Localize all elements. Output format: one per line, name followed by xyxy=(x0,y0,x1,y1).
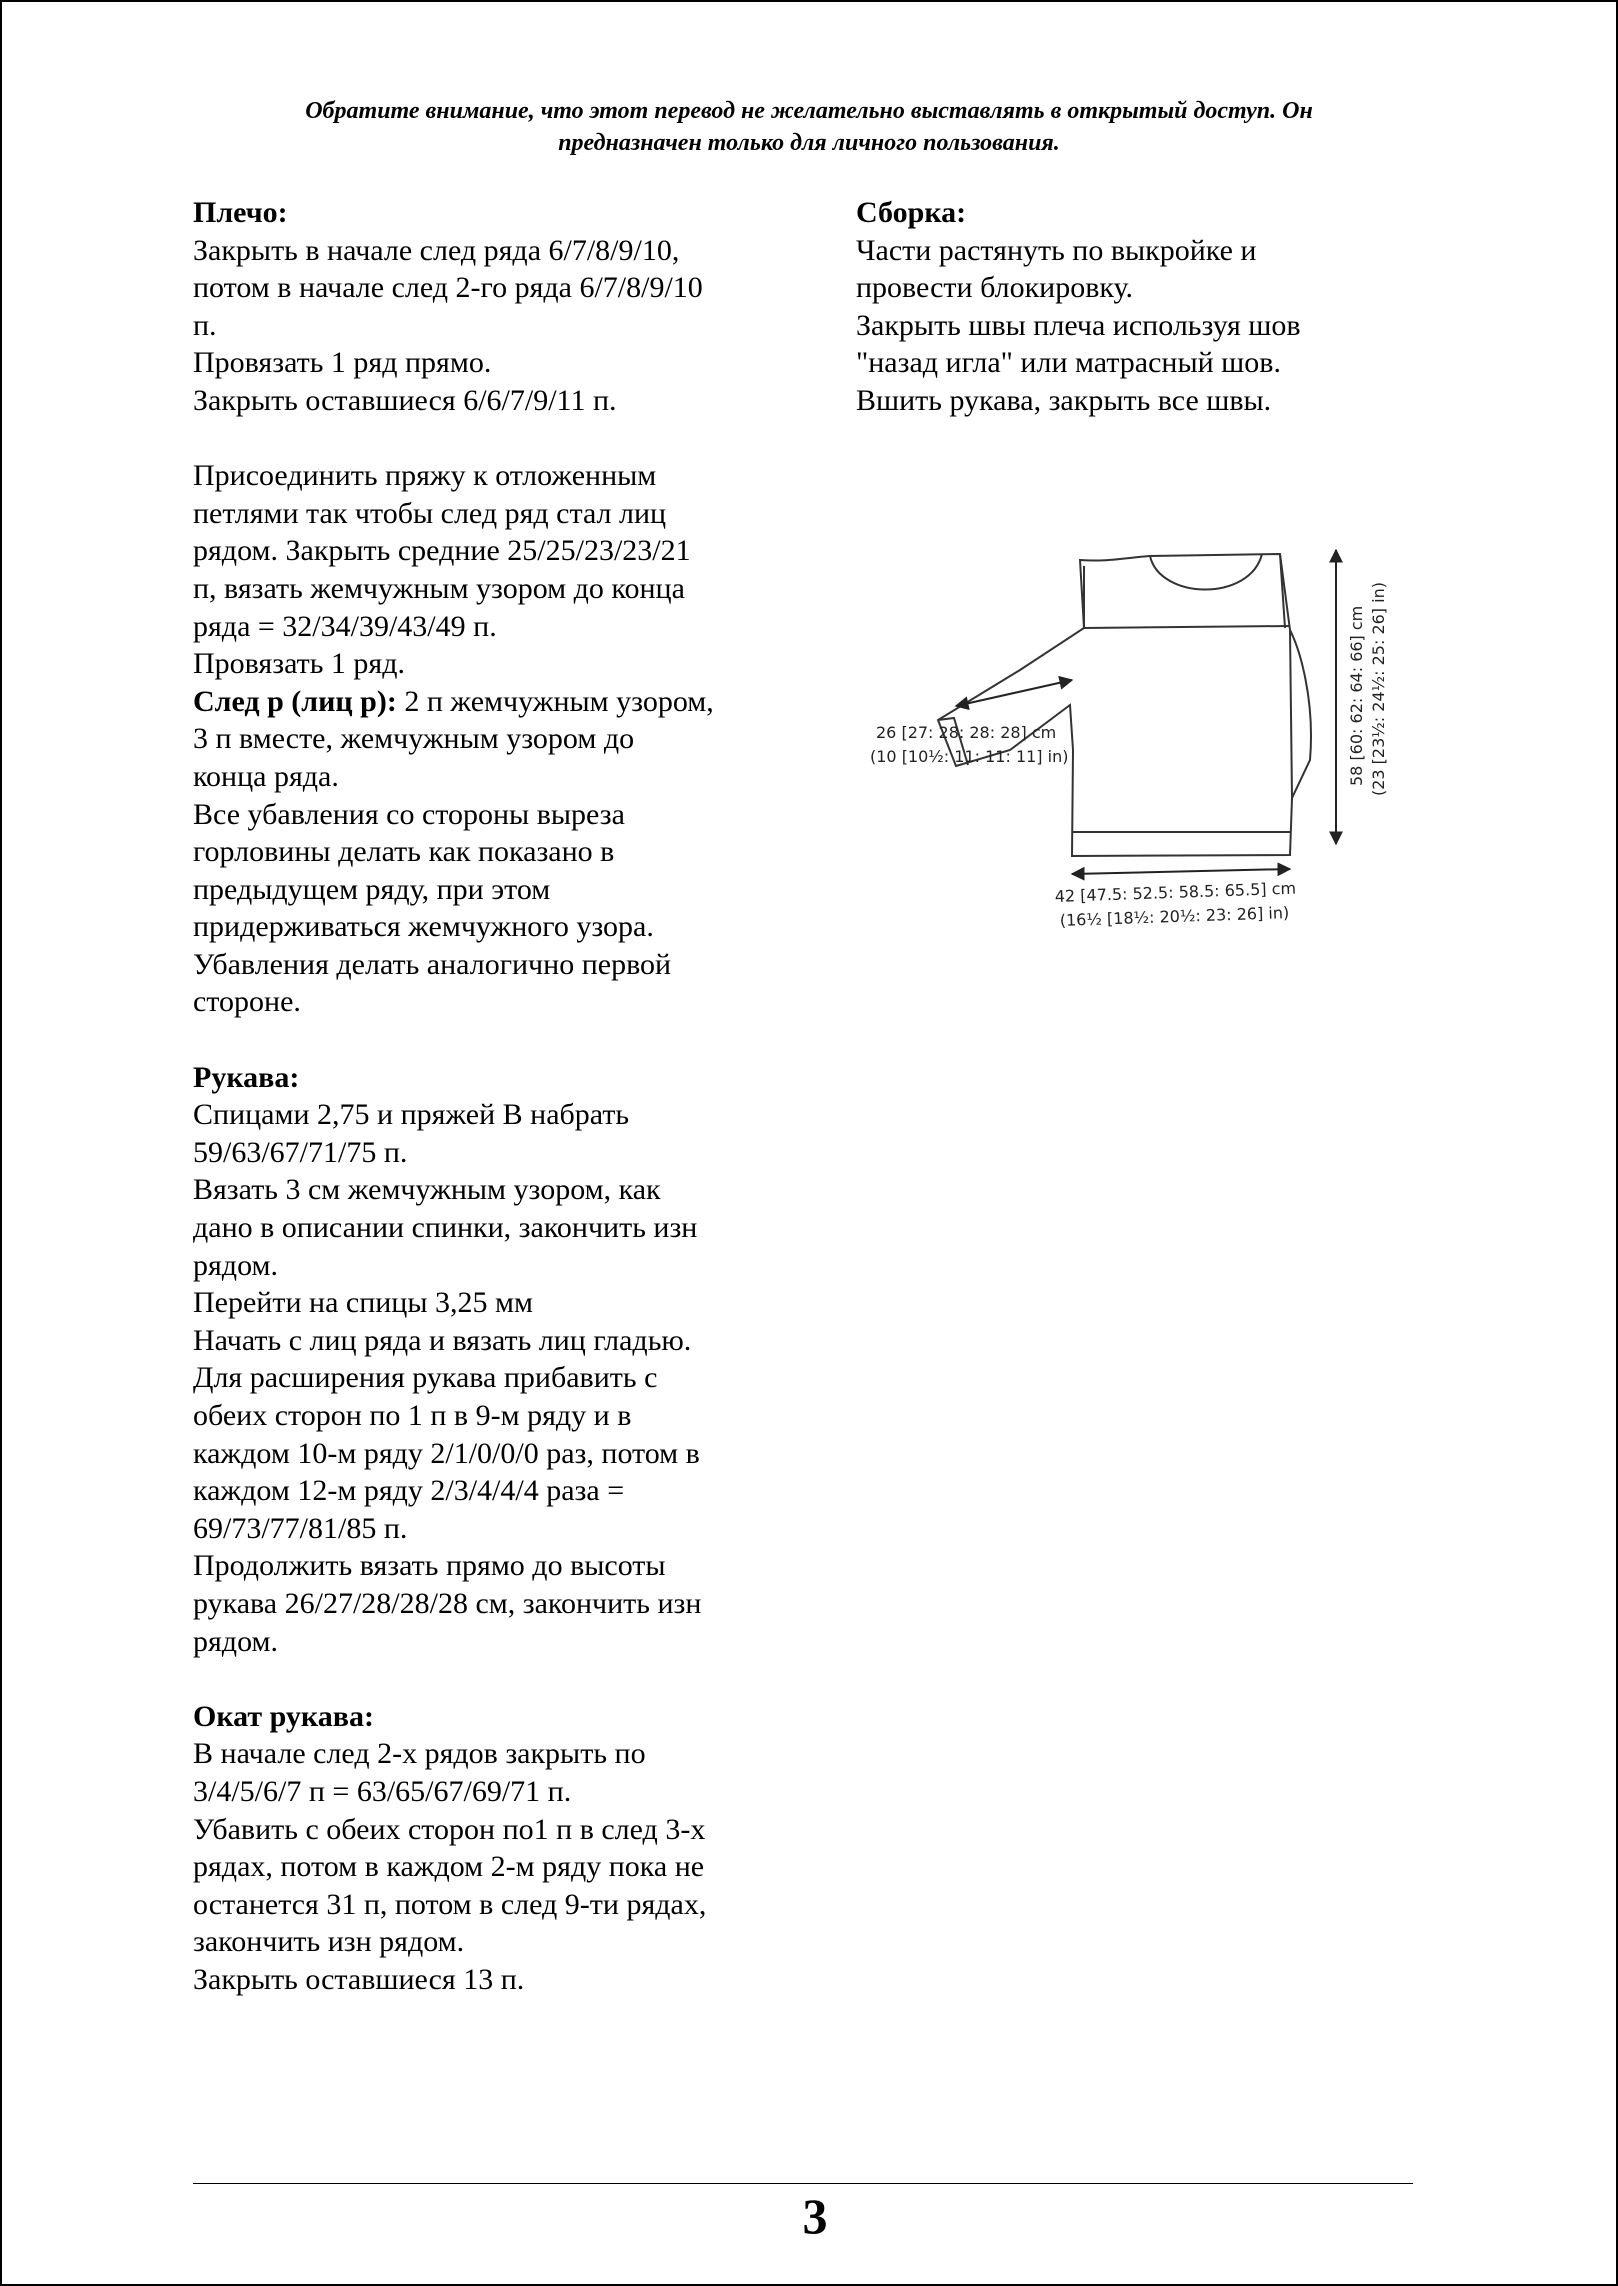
text-line: дано в описании спинки, закончить изн xyxy=(193,1211,698,1245)
length-cm-label: 58 [60: 62: 64: 66] cm xyxy=(1347,605,1366,786)
text-line: рядом. xyxy=(193,1624,278,1658)
next-row-line xyxy=(193,683,783,721)
text-line: Закрыть оставшиеся 6/6/7/9/11 п. xyxy=(193,383,617,417)
text-line: Вязать 3 см жемчужным узором, как xyxy=(193,1173,661,1207)
sleeve-in-label: (10 [10½: 11: 11: 11] in) xyxy=(870,747,1069,766)
text-line: Для расширения рукава прибавить с xyxy=(193,1361,658,1395)
text-line: каждом 10-м ряду 2/1/0/0/0 раз, потом в xyxy=(193,1436,700,1470)
text-line: Вшить рукава, закрыть все швы. xyxy=(856,383,1272,417)
text-line: Все убавления со стороны выреза xyxy=(193,797,625,831)
body-outline xyxy=(938,554,1311,856)
shoulder-heading: Плечо: xyxy=(193,196,288,229)
notice-line-2: предназначен только для личного пользования. xyxy=(558,130,1060,156)
text-line: закончить изн рядом. xyxy=(193,1925,465,1959)
right-column xyxy=(856,194,1416,420)
privacy-notice xyxy=(200,95,1418,159)
sleeves-heading: Рукава: xyxy=(193,1060,300,1094)
text-line: Закрыть в начале след ряда 6/7/8/9/10, xyxy=(193,233,680,267)
next-row-label: След р (лиц р): xyxy=(193,684,397,718)
text-line: ряда = 32/34/39/43/49 п. xyxy=(193,609,497,643)
text-line: каждом 12-м ряду 2/3/4/4/4 раза = xyxy=(193,1474,625,1508)
text-line: 69/73/77/81/85 п. xyxy=(193,1511,408,1545)
text-line: 3/4/5/6/7 п = 63/65/67/69/71 п. xyxy=(193,1774,572,1808)
text-line: Провязать 1 ряд прямо. xyxy=(193,346,492,380)
text-line: конца ряда. xyxy=(193,759,339,793)
text-line: п, вязать жемчужным узором до конца xyxy=(193,571,685,605)
sleeve-arrow xyxy=(956,680,1072,706)
text-line: провести блокировку. xyxy=(856,271,1134,305)
width-arrow xyxy=(1072,869,1290,874)
footer-rule xyxy=(193,2183,1413,2184)
text-line: Части растянуть по выкройке и xyxy=(856,233,1257,267)
sweater-outline xyxy=(938,554,1311,856)
text-line: Закрыть оставшиеся 13 п. xyxy=(193,1962,525,1996)
text-line: петлями так чтобы след ряд стал лиц xyxy=(193,496,667,530)
text-line: 59/63/67/71/75 п. xyxy=(193,1135,408,1169)
sleeve-cap-heading: Окат рукава: xyxy=(193,1699,374,1733)
text-line: Присоединить пряжу к отложенным xyxy=(193,459,657,493)
text-line: потом в начале след 2-го ряда 6/7/8/9/10 xyxy=(193,271,703,305)
text-line: стороне. xyxy=(193,985,301,1019)
width-cm-label: 42 [47.5: 52.5: 58.5: 65.5] cm xyxy=(1054,878,1297,906)
sleeve-cm-label: 26 [27: 28: 28: 28] cm xyxy=(876,723,1057,742)
assembly-heading: Сборка: xyxy=(856,196,967,229)
text-line: горловины делать как показано в xyxy=(193,835,615,869)
text-line: Убавления делать аналогично первой xyxy=(193,947,672,981)
text-line: Продолжить вязать прямо до высоты xyxy=(193,1549,666,1583)
text-line: рядом. Закрыть средние 25/25/23/23/21 xyxy=(193,534,691,568)
text-line: останется 31 п, потом в след 9-ти рядах, xyxy=(193,1887,707,1921)
text-line: рукава 26/27/28/28/28 см, закончить изн xyxy=(193,1586,702,1620)
left-column xyxy=(193,194,783,1999)
text-line: п. xyxy=(193,308,217,342)
neckline xyxy=(1150,554,1262,590)
text-line: Перейти на спицы 3,25 мм xyxy=(193,1286,533,1320)
yoke-line xyxy=(1084,626,1290,628)
sweater-schematic xyxy=(860,540,1400,960)
right-side xyxy=(1290,630,1292,798)
text-line: Закрыть швы плеча используя шов xyxy=(856,308,1301,342)
text-line: рядах, потом в каждом 2-м ряду пока не xyxy=(193,1850,705,1884)
text-line: Убавить с обеих сторон по1 п в след 3-х xyxy=(193,1812,706,1846)
text-line: предыдущем ряду, при этом xyxy=(193,872,551,906)
page-number: 3 xyxy=(802,2188,828,2244)
text-line: В начале след 2-х рядов закрыть по xyxy=(193,1737,646,1771)
text-line: обеих сторон по 1 п в 9-м ряду и в xyxy=(193,1399,632,1432)
text-line: "назад игла" или матрасный шов. xyxy=(856,346,1281,380)
text-line: Спицами 2,75 и пряжей В набрать xyxy=(193,1098,630,1132)
text-line: придерживаться жемчужного узора. xyxy=(193,910,654,944)
text-line: Начать с лиц ряда и вязать лиц гладью. xyxy=(193,1323,692,1357)
width-in-label: (16½ [18½: 20½: 23: 26] in) xyxy=(1059,903,1290,930)
notice-line-1: Обратите внимание, что этот перевод не желательно выставлять в открытый доступ. Он xyxy=(305,98,1313,124)
text-line: Провязать 1 ряд. xyxy=(193,647,405,681)
text-line: рядом. xyxy=(193,1248,278,1282)
text-line: 3 п вместе, жемчужным узором до xyxy=(193,722,635,756)
next-row-text: 2 п жемчужным узором, xyxy=(396,684,714,718)
length-in-label: (23 [23½: 24½: 25: 26] in) xyxy=(1369,582,1388,796)
